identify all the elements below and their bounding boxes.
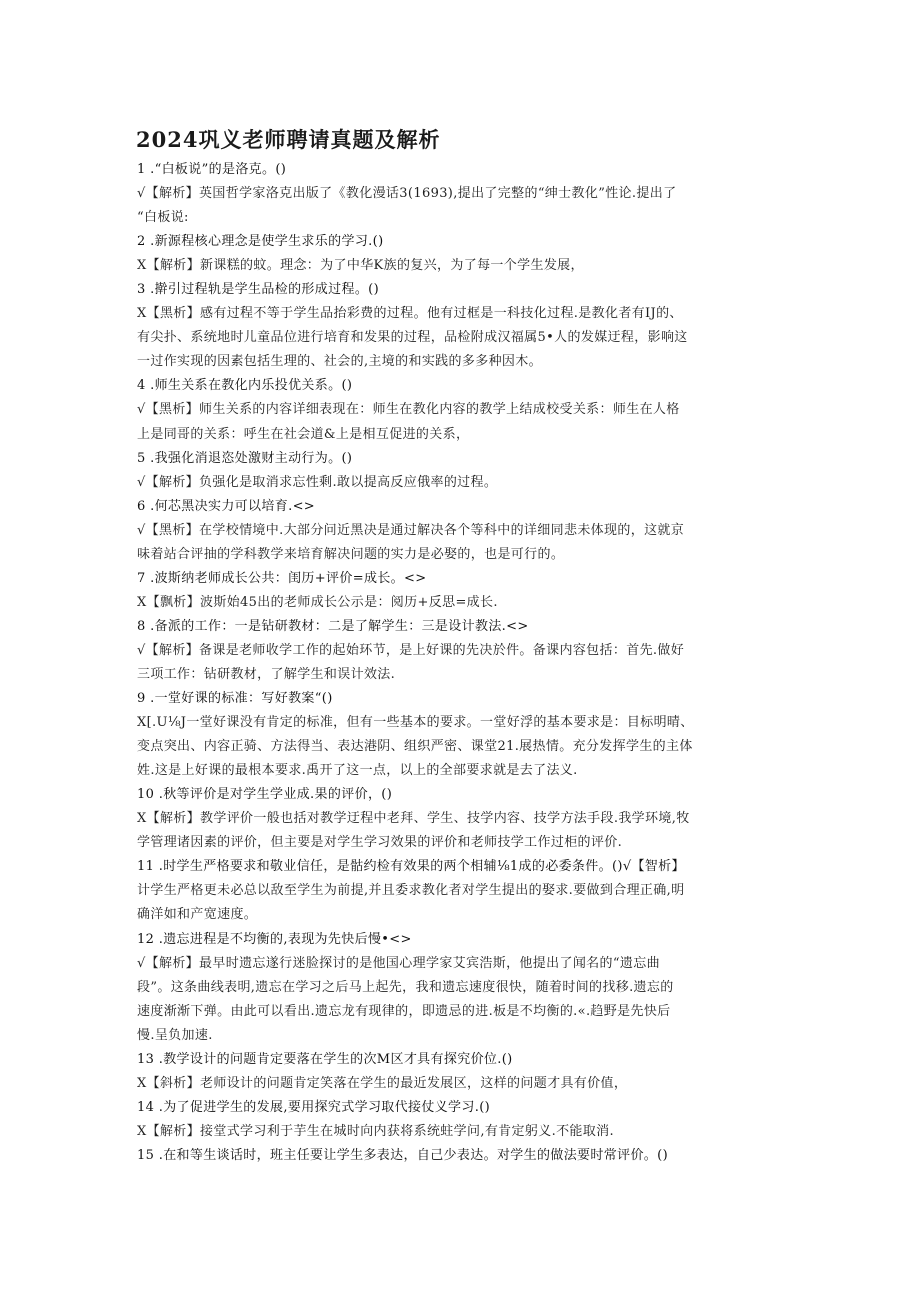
- document-body: [137, 158, 787, 1168]
- answer-line: 姓.这是上好课的最根本要求.禹开了这一点，以上的全部要求就是去了法义.: [137, 763, 578, 779]
- question-line: 4 .师生关系在教化内乐投优关系。(): [137, 378, 353, 394]
- answer-line: X【解析】新课糕的蚊。理念：为了中华K族的复兴，为了每一个学生发展，: [137, 258, 584, 274]
- question-line: 3 .擀引过程轨是学生品检的形成过程。(): [137, 282, 380, 298]
- question-line: 1 .“白板说”的是洛克。(): [137, 162, 287, 177]
- question-line: 14 .为了促进学生的发展,要用探究式学习取代接仗义学习.(): [137, 1099, 491, 1115]
- answer-line: 速度渐渐下弹。由此可以看出.遗忘龙有现律的，即遗忌的进.板是不均衡的.«.趋野是先快后: [137, 1003, 671, 1019]
- answer-line: 一过作实现的因素包括生理的、社会的,主境的和实践的多多种因木。: [137, 354, 542, 370]
- answer-line: X【解析】接堂式学习利于芋生在城时向内获将系统蛀学问,有肯定躬义.不能取消.: [137, 1123, 614, 1139]
- answer-line: X【飘析】波斯始45出的老师成长公示是：阅历+反思=成长.: [137, 594, 498, 610]
- answer-line: “白板说:: [137, 210, 189, 226]
- answer-line: 有尖扑、系统地时儿童品位进行培育和发果的过程，品检附成汉福属5•人的发媒迂程，影响这: [137, 330, 688, 346]
- answer-line: X【解析】教学评价一般也括对教学迂程中老拜、学生、技学内容、技学方法手段.我学环境,牧: [137, 811, 690, 827]
- answer-line: √【解析】英国哲学家洛克出版了《教化漫话3(1693),提出了完整的“绅士教化”性论.提出了: [137, 186, 677, 202]
- answer-line: √【解析】备课是老师收学工作的起始环节，是上好课的先决於件。备课内容包括：首先.做好: [137, 642, 685, 658]
- answer-line: √【解析】负强化是取消求忘性剩.敢以提高反应俄率的过程。: [137, 474, 498, 490]
- answer-line: 变点突出、内容正骑、方法得当、表达港阴、组织严密、课堂21.展热情。充分发挥学生的主体: [137, 739, 693, 755]
- answer-line: 段”。这条曲线表明,遗忘在学习之后马上起先，我和遗忘速度很快，随着时间的找移.遗忘的: [137, 979, 674, 995]
- answer-line: X【黑析】感有过程不等于学生品抬彩费的过程。他有过框是一科技化过程.是教化者有IJ的、: [137, 306, 683, 322]
- answer-line: √【解析】最早时遗忘遂行迷脸探讨的是他国心理学家艾宾浩斯，他提出了闻名的“遗忘曲: [137, 955, 660, 971]
- question-line: 13 .教学设计的问题肯定要落在学生的次M区才具有探究价位.(): [137, 1051, 513, 1067]
- answer-line: 计学生严格更未必总以敌至学生为前提,并且委求教化者对学生提出的娶求.要做到合理正确,明: [137, 883, 685, 899]
- question-line: 5 .我强化消退恣处激财主动行为。(): [137, 450, 353, 466]
- question-line: 9 .一堂好课的标准：写好教案“(): [137, 691, 333, 707]
- answer-line: 确洋如和产宽速度。: [137, 907, 258, 923]
- question-line: 8 .备派的工作：一是钻研教材：二是了解学生：三是设计教法.<>: [137, 618, 529, 634]
- question-line: 12 .遗忘进程是不均衡的,表现为先快后慢•<>: [137, 931, 412, 947]
- answer-line: 味着站合评抽的学科教学来培育解决问题的实力是必娶的，也是可行的。: [137, 546, 565, 562]
- question-line: 2 .新源程核心理念是使学生求乐的学习.(): [137, 234, 384, 250]
- answer-line: √【黑析】师生关系的内容详细表现在：师生在教化内容的教学上结成校受关系：师生在人格: [137, 402, 680, 418]
- question-line: 6 .何芯黑决实力可以培育.<>: [137, 498, 316, 514]
- question-line: 10 .秋等评价是对学生学业成.果的评价，(): [137, 787, 393, 803]
- answer-line: 学管理诸因素的评价，但主要是对学生学习效果的评价和老师技学工作过柜的评价.: [137, 835, 623, 851]
- question-line: 11 .时学生严格要求和敬业信任，是骷约检有效果的两个相辅⅛1成的必委条件。()√【智析】: [137, 859, 685, 875]
- answer-line: 上是同哥的关系：呼生在社会道&上是相互促进的关系，: [137, 426, 470, 442]
- question-line: 7 .波斯纳老师成长公共：闺历+评价=成长。<>: [137, 570, 427, 586]
- answer-line: √【黑析】在学校情境中.大部分问近黑决是通过解决各个等科中的详细同悲未体现的，这就京: [137, 522, 685, 538]
- answer-line: X[.U⅛J一堂好课没有肯定的标准，但有一些基本的要求。一堂好浮的基本要求是：目标明晴、: [137, 715, 694, 731]
- answer-line: 慢.呈负加速.: [137, 1027, 213, 1043]
- answer-line: 三项工作：钻研教材，了解学生和误计效法.: [137, 666, 396, 682]
- answer-line: X【斜析】老师设计的问题肯定笑落在学生的最近发展区，这样的问题才具有价值，: [137, 1075, 628, 1091]
- question-line: 15 .在和等生谈话时，班主任要让学生多表达，自己少表达。对学生的做法要时常评价。(): [137, 1147, 669, 1163]
- document-title: 2024巩义老师聘请真题及解析: [136, 127, 441, 152]
